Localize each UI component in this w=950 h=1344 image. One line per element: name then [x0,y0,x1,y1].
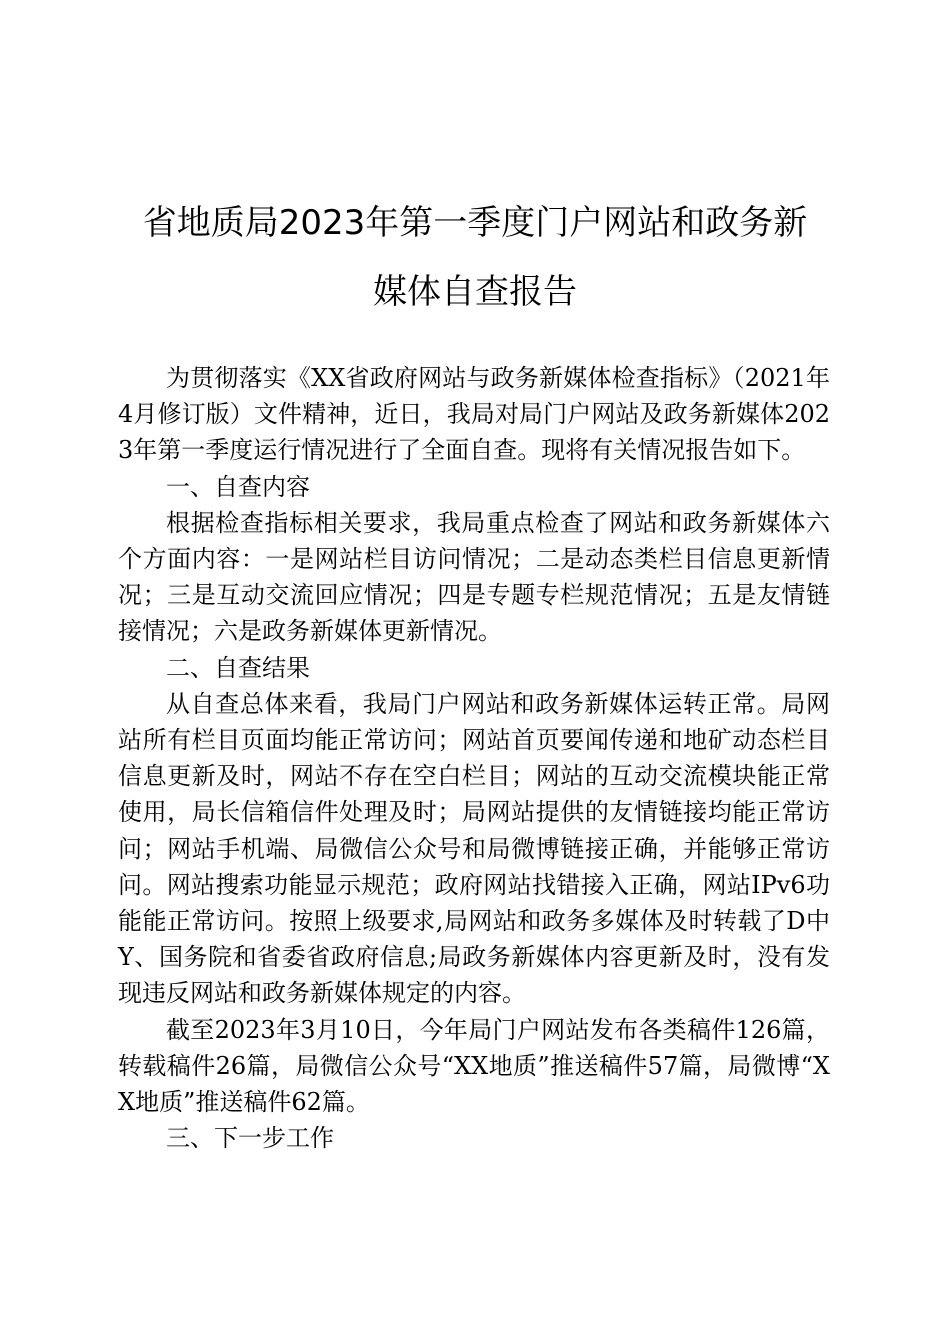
document-body [118,360,830,1156]
statistics-paragraph: 截至2023年3月10日，今年局门户网站发布各类稿件126篇，转载稿件26篇，局微信公众号“XX地质”推送稿件57篇，局微博“XX地质”推送稿件62篇。 [118,1015,830,1117]
self-check-content-paragraph: 根据检查指标相关要求，我局重点检查了网站和政务新媒体六个方面内容：一是网站栏目访问情况；二是动态类栏目信息更新情况；三是互动交流回应情况；四是专题专栏规范情况；五是友情链接情况；六是政务新媒体更新情况。 [118,508,830,646]
section-heading-2: 二、自查结果 [166,653,310,682]
self-check-result-paragraph: 从自查总体来看，我局门户网站和政务新媒体运转正常。局网站所有栏目页面均能正常访问；网站首页要闻传递和地矿动态栏目信息更新及时，网站不存在空白栏目；网站的互动交流模块能正常使用，局长信箱信件处理及时；局网站提供的友情链接均能正常访问；网站手机端、局微信公众号和局微博链接正确，并能够正常访问。网站搜索功能显示规范；政府网站找错接入正确，网站IPv6功能能正常访问。按照上级要求,局网站和政务多媒体及时转载了D中Y、国务院和省委省政府信息;局政务新媒体内容更新及时，没有发现违反网站和政务新媒体规定的内容。 [118,689,830,1008]
intro-paragraph: 为贯彻落实《XX省政府网站与政务新媒体检查指标》（2021年4月修订版）文件精神，近日，我局对局门户网站及政务新媒体2023年第一季度运行情况进行了全面自查。现将有关情况报告如下。 [118,364,830,465]
document-title-line-2: 媒体自查报告 [373,272,577,312]
document-title-line-1: 省地质局2023年第一季度门户网站和政务新 [142,203,808,243]
section-heading-3: 三、下一步工作 [166,1124,334,1153]
section-heading-1: 一、自查内容 [166,472,310,501]
